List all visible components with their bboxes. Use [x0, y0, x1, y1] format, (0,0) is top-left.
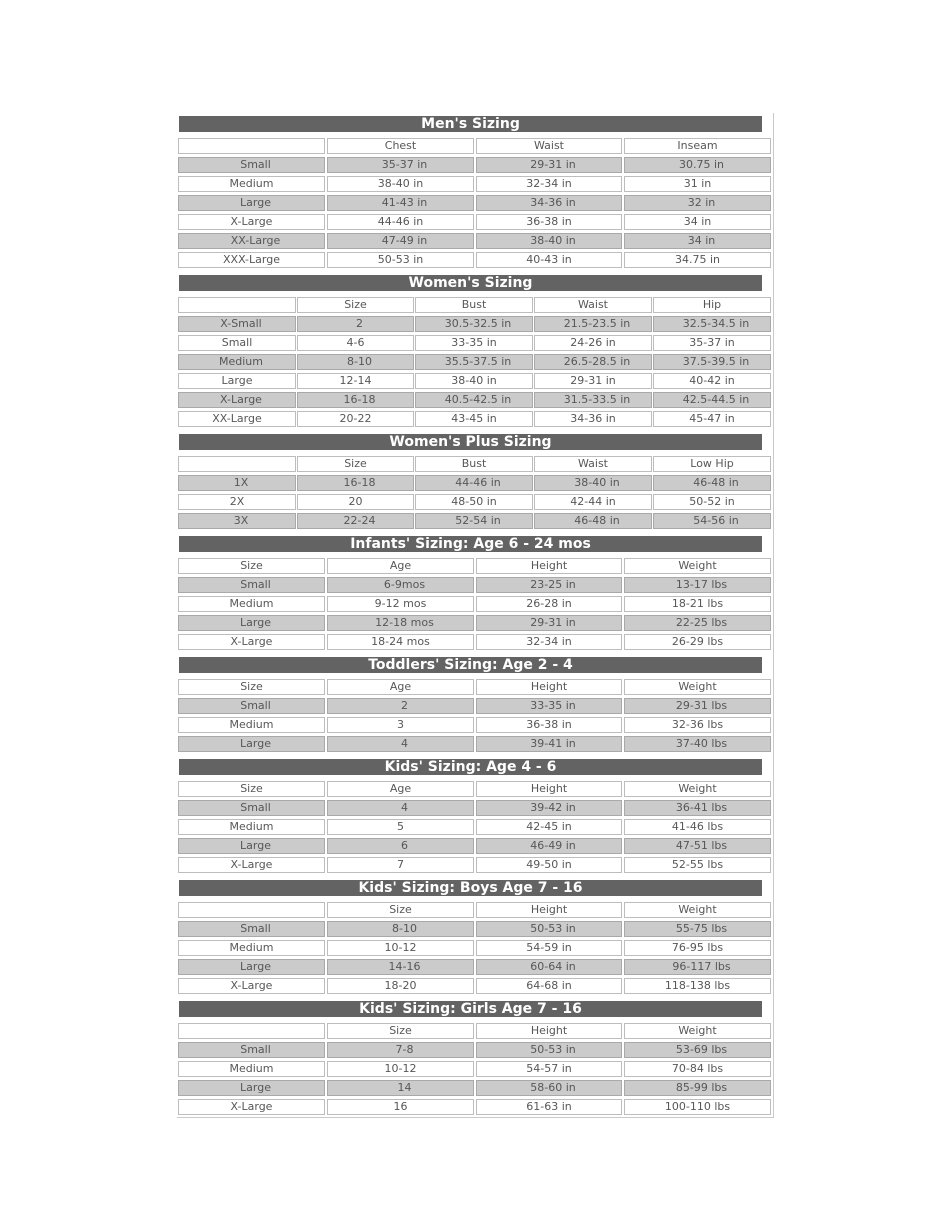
table-cell: 30.5-32.5 in [415, 316, 533, 332]
column-header-row [177, 297, 773, 313]
column-header: Weight [624, 781, 771, 797]
table-cell: 33-35 in [476, 698, 622, 714]
table-row [177, 1099, 773, 1115]
table-cell: 29-31 lbs [624, 698, 771, 714]
table-cell: X-Large [178, 634, 325, 650]
table-cell: 54-56 in [653, 513, 771, 529]
table-cell: 22-25 lbs [624, 615, 771, 631]
column-header: Chest [327, 138, 474, 154]
table-cell: 3X [178, 513, 296, 529]
table-cell: 4 [327, 800, 474, 816]
table-row [177, 1061, 773, 1077]
table-row [177, 354, 773, 370]
table-cell: 76-95 lbs [624, 940, 771, 956]
table-cell: 47-49 in [327, 233, 474, 249]
column-header: Waist [534, 456, 652, 472]
table-cell: Medium [178, 176, 325, 192]
table-row [177, 475, 773, 491]
table-cell: Large [178, 615, 325, 631]
column-header-row [177, 138, 773, 154]
column-header [178, 456, 296, 472]
column-header-row [177, 781, 773, 797]
column-header: Height [476, 679, 622, 695]
table-cell: Medium [178, 819, 325, 835]
column-header-row [177, 679, 773, 695]
table-cell: 2 [327, 698, 474, 714]
table-cell: 10-12 [327, 1061, 474, 1077]
column-header: Weight [624, 558, 771, 574]
table-cell: 38-40 in [415, 373, 533, 389]
table-cell: 47-51 lbs [624, 838, 771, 854]
table-cell: Large [178, 959, 325, 975]
table-cell: X-Small [178, 316, 296, 332]
table-cell: 55-75 lbs [624, 921, 771, 937]
table-cell: 37-40 lbs [624, 736, 771, 752]
table-cell: 37.5-39.5 in [653, 354, 771, 370]
table-cell: 100-110 lbs [624, 1099, 771, 1115]
table-row [177, 494, 773, 510]
table-row [177, 857, 773, 873]
table-cell: 34 in [624, 214, 771, 230]
table-cell: 4 [327, 736, 474, 752]
table-cell: 61-63 in [476, 1099, 622, 1115]
table-cell: Small [178, 698, 325, 714]
table-cell: Small [178, 577, 325, 593]
column-header: Weight [624, 1023, 771, 1039]
column-header: Size [297, 456, 414, 472]
table-cell: XXX-Large [178, 252, 325, 268]
table-cell: 16-18 [297, 475, 414, 491]
table-cell: Large [178, 1080, 325, 1096]
table-cell: 29-31 in [534, 373, 652, 389]
table-cell: Small [178, 921, 325, 937]
table-row [177, 157, 773, 173]
table-cell: 26-28 in [476, 596, 622, 612]
column-header: Bust [415, 297, 533, 313]
table-cell: 21.5-23.5 in [534, 316, 652, 332]
table-cell: 39-42 in [476, 800, 622, 816]
column-header [178, 297, 296, 313]
table-cell: 10-12 [327, 940, 474, 956]
table-cell: X-Large [178, 214, 325, 230]
table-cell: 49-50 in [476, 857, 622, 873]
table-row [177, 577, 773, 593]
table-cell: 22-24 [297, 513, 414, 529]
table-row [177, 596, 773, 612]
table-cell: 48-50 in [415, 494, 533, 510]
table-cell: 36-38 in [476, 717, 622, 733]
table-cell: 44-46 in [327, 214, 474, 230]
table-cell: 18-24 mos [327, 634, 474, 650]
table-row [177, 838, 773, 854]
table-title: Women's Plus Sizing [179, 434, 762, 450]
table-row [177, 615, 773, 631]
table-cell: Large [178, 736, 325, 752]
table-cell: 35-37 in [653, 335, 771, 351]
table-cell: 34-36 in [476, 195, 622, 211]
column-header: Size [297, 297, 414, 313]
column-header-row [177, 1023, 773, 1039]
table-cell: 54-59 in [476, 940, 622, 956]
table-cell: 32-36 lbs [624, 717, 771, 733]
table-cell: Small [178, 800, 325, 816]
table-row [177, 819, 773, 835]
column-header: Size [178, 679, 325, 695]
column-header: Waist [534, 297, 652, 313]
table-cell: XX-Large [178, 233, 325, 249]
table-cell: 52-54 in [415, 513, 533, 529]
table-row [177, 698, 773, 714]
table-cell: XX-Large [178, 411, 296, 427]
table-row [177, 717, 773, 733]
table-cell: 46-48 in [534, 513, 652, 529]
table-cell: 24-26 in [534, 335, 652, 351]
column-header: Age [327, 558, 474, 574]
table-cell: 60-64 in [476, 959, 622, 975]
table-cell: Large [178, 373, 296, 389]
table-cell: 40-43 in [476, 252, 622, 268]
table-row [177, 1080, 773, 1096]
table-cell: 38-40 in [476, 233, 622, 249]
table-cell: 32-34 in [476, 176, 622, 192]
table-cell: 33-35 in [415, 335, 533, 351]
table-cell: 64-68 in [476, 978, 622, 994]
table-cell: 7-8 [327, 1042, 474, 1058]
table-row [177, 392, 773, 408]
column-header: Height [476, 781, 622, 797]
table-cell: 29-31 in [476, 615, 622, 631]
table-cell: 14 [327, 1080, 474, 1096]
table-cell: 18-20 [327, 978, 474, 994]
table-cell: 35.5-37.5 in [415, 354, 533, 370]
table-cell: 50-53 in [476, 1042, 622, 1058]
table-row [177, 513, 773, 529]
table-row [177, 214, 773, 230]
table-cell: 58-60 in [476, 1080, 622, 1096]
table-cell: 31.5-33.5 in [534, 392, 652, 408]
table-cell: 46-49 in [476, 838, 622, 854]
column-header: Size [327, 902, 474, 918]
table-cell: 53-69 lbs [624, 1042, 771, 1058]
column-header: Waist [476, 138, 622, 154]
column-header: Height [476, 558, 622, 574]
table-cell: 52-55 lbs [624, 857, 771, 873]
table-cell: 18-21 lbs [624, 596, 771, 612]
table-cell: 32-34 in [476, 634, 622, 650]
table-cell: X-Large [178, 1099, 325, 1115]
table-row [177, 634, 773, 650]
table-cell: 41-43 in [327, 195, 474, 211]
table-cell: 54-57 in [476, 1061, 622, 1077]
table-cell: Medium [178, 717, 325, 733]
table-row [177, 959, 773, 975]
sizing-chart [177, 113, 774, 1118]
table-row [177, 252, 773, 268]
column-header: Age [327, 781, 474, 797]
table-cell: 35-37 in [327, 157, 474, 173]
table-cell: Medium [178, 354, 296, 370]
table-cell: Large [178, 195, 325, 211]
table-cell: 44-46 in [415, 475, 533, 491]
table-row [177, 1042, 773, 1058]
table-cell: X-Large [178, 392, 296, 408]
table-cell: 29-31 in [476, 157, 622, 173]
table-cell: 32.5-34.5 in [653, 316, 771, 332]
table-title: Toddlers' Sizing: Age 2 - 4 [179, 657, 762, 673]
column-header [178, 1023, 325, 1039]
table-title: Kids' Sizing: Girls Age 7 - 16 [179, 1001, 762, 1017]
table-cell: 40.5-42.5 in [415, 392, 533, 408]
column-header [178, 138, 325, 154]
table-cell: 3 [327, 717, 474, 733]
column-header [178, 902, 325, 918]
table-cell: 9-12 mos [327, 596, 474, 612]
table-cell: 70-84 lbs [624, 1061, 771, 1077]
table-cell: 26.5-28.5 in [534, 354, 652, 370]
table-cell: 16-18 [297, 392, 414, 408]
table-cell: 50-53 in [476, 921, 622, 937]
column-header: Size [327, 1023, 474, 1039]
table-title: Women's Sizing [179, 275, 762, 291]
table-cell: 50-52 in [653, 494, 771, 510]
table-cell: 42.5-44.5 in [653, 392, 771, 408]
table-cell: 20-22 [297, 411, 414, 427]
table-row [177, 176, 773, 192]
table-cell: 39-41 in [476, 736, 622, 752]
table-row [177, 921, 773, 937]
column-header: Size [178, 781, 325, 797]
table-row [177, 195, 773, 211]
table-cell: X-Large [178, 857, 325, 873]
table-cell: 8-10 [297, 354, 414, 370]
table-cell: 96-117 lbs [624, 959, 771, 975]
table-cell: 118-138 lbs [624, 978, 771, 994]
table-title: Kids' Sizing: Boys Age 7 - 16 [179, 880, 762, 896]
table-cell: 12-18 mos [327, 615, 474, 631]
column-header: Height [476, 1023, 622, 1039]
table-cell: 36-41 lbs [624, 800, 771, 816]
table-title: Kids' Sizing: Age 4 - 6 [179, 759, 762, 775]
table-cell: Large [178, 838, 325, 854]
table-cell: 34-36 in [534, 411, 652, 427]
table-cell: 85-99 lbs [624, 1080, 771, 1096]
table-cell: Medium [178, 1061, 325, 1077]
table-cell: 38-40 in [327, 176, 474, 192]
table-cell: 34 in [624, 233, 771, 249]
table-cell: 41-46 lbs [624, 819, 771, 835]
table-cell: Medium [178, 596, 325, 612]
column-header: Height [476, 902, 622, 918]
table-row [177, 800, 773, 816]
table-cell: 30.75 in [624, 157, 771, 173]
table-cell: 14-16 [327, 959, 474, 975]
table-cell: 12-14 [297, 373, 414, 389]
table-cell: 2X [178, 494, 296, 510]
table-row [177, 978, 773, 994]
table-cell: 26-29 lbs [624, 634, 771, 650]
column-header: Hip [653, 297, 771, 313]
table-cell: 42-44 in [534, 494, 652, 510]
table-cell: 1X [178, 475, 296, 491]
table-row [177, 316, 773, 332]
table-cell: 46-48 in [653, 475, 771, 491]
table-cell: 34.75 in [624, 252, 771, 268]
table-cell: 2 [297, 316, 414, 332]
table-cell: 31 in [624, 176, 771, 192]
column-header: Low Hip [653, 456, 771, 472]
table-row [177, 373, 773, 389]
table-cell: 36-38 in [476, 214, 622, 230]
table-row [177, 736, 773, 752]
table-title: Men's Sizing [179, 116, 762, 132]
table-cell: 45-47 in [653, 411, 771, 427]
table-cell: Small [178, 157, 325, 173]
table-cell: Small [178, 335, 296, 351]
column-header: Age [327, 679, 474, 695]
table-row [177, 411, 773, 427]
table-row [177, 940, 773, 956]
table-cell: Medium [178, 940, 325, 956]
column-header: Weight [624, 902, 771, 918]
table-row [177, 233, 773, 249]
table-cell: 6-9mos [327, 577, 474, 593]
table-cell: X-Large [178, 978, 325, 994]
table-row [177, 335, 773, 351]
column-header: Size [178, 558, 325, 574]
column-header: Weight [624, 679, 771, 695]
column-header: Inseam [624, 138, 771, 154]
table-cell: 7 [327, 857, 474, 873]
column-header-row [177, 558, 773, 574]
table-cell: 5 [327, 819, 474, 835]
table-cell: Small [178, 1042, 325, 1058]
table-cell: 8-10 [327, 921, 474, 937]
table-cell: 4-6 [297, 335, 414, 351]
table-cell: 23-25 in [476, 577, 622, 593]
column-header-row [177, 902, 773, 918]
table-cell: 13-17 lbs [624, 577, 771, 593]
table-cell: 43-45 in [415, 411, 533, 427]
table-cell: 40-42 in [653, 373, 771, 389]
table-cell: 32 in [624, 195, 771, 211]
column-header-row [177, 456, 773, 472]
column-header: Bust [415, 456, 533, 472]
table-cell: 6 [327, 838, 474, 854]
table-cell: 50-53 in [327, 252, 474, 268]
table-cell: 16 [327, 1099, 474, 1115]
table-cell: 42-45 in [476, 819, 622, 835]
table-title: Infants' Sizing: Age 6 - 24 mos [179, 536, 762, 552]
table-cell: 20 [297, 494, 414, 510]
table-cell: 38-40 in [534, 475, 652, 491]
